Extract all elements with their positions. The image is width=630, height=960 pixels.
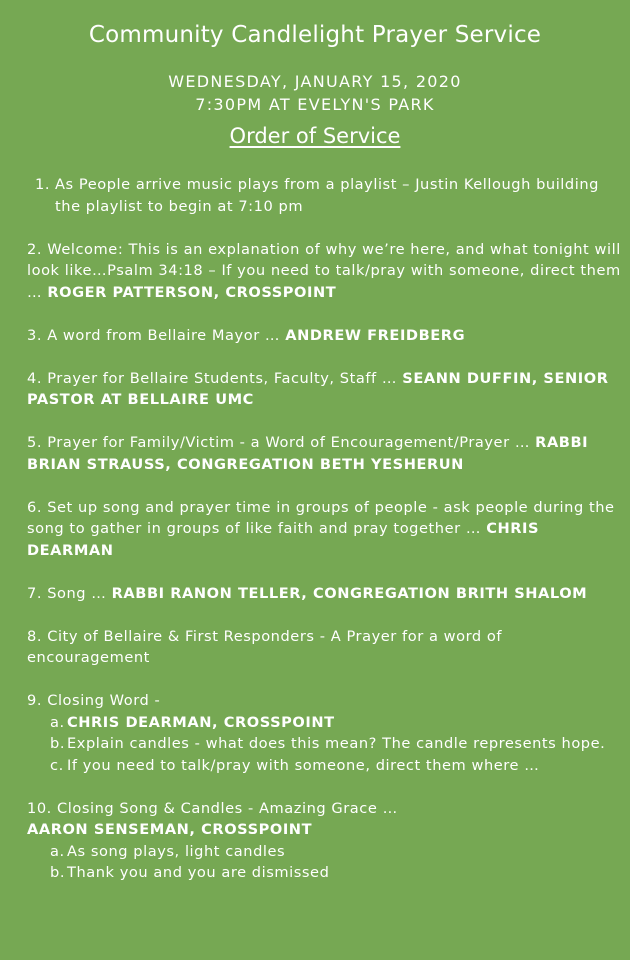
sub-item-b (27, 733, 623, 755)
sub-item-a (27, 841, 623, 863)
sub-item-letter: b. (50, 735, 66, 752)
item-text: As People arrive music plays from a playlist – Justin Kellough building the playlist to begin at 7:10 pm (55, 176, 599, 215)
item-speaker: RABBI RANON TELLER, CONGREGATION BRITH SHALOM (111, 584, 588, 602)
item-speaker: ANDREW FREIDBERG (285, 326, 466, 344)
sub-item-text: Thank you and you are dismissed (67, 864, 330, 881)
item-speaker: SEANN DUFFIN, SENIOR PASTOR AT BELLAIRE UMC (27, 369, 609, 408)
event-time-location: 7:30PM AT EVELYN'S PARK (195, 95, 435, 114)
item-text: 9. Closing Word - (27, 692, 161, 709)
item-number: 1. (35, 176, 51, 193)
list-item-7 (27, 583, 623, 605)
list-item-10 (27, 798, 623, 884)
item-text: 3. A word from Bellaire Mayor … (27, 326, 286, 344)
list-item-2 (27, 239, 623, 304)
list-item-5 (27, 432, 623, 475)
item-text: 2. Welcome: This is an explanation of why we’re here, and what tonight will look like…Psalm 34:18 – If you need to talk/pray with someone, direct them … (27, 240, 621, 301)
sub-item-letter: c. (50, 756, 64, 774)
item-speaker: CHRIS DEARMAN (27, 520, 540, 559)
item-text: 4. Prayer for Bellaire Students, Faculty, Staff … (27, 369, 403, 387)
list-item-8 (27, 626, 623, 669)
sub-item-a (27, 712, 623, 734)
sub-item-text: If you need to talk/pray with someone, direct them where … (67, 756, 540, 774)
list-item-1 (27, 174, 623, 217)
sub-item-letter: b. (50, 864, 66, 881)
list-item-4 (27, 368, 623, 411)
list-item-3 (27, 325, 623, 347)
sub-item-letter: a. (50, 842, 65, 860)
item-text: 7. Song … (27, 584, 112, 602)
sub-item-c (27, 755, 623, 777)
order-of-service-heading: Order of Service (229, 124, 401, 148)
sub-item-speaker: CHRIS DEARMAN, CROSSPOINT (67, 713, 335, 731)
item-text: 6. Set up song and prayer time in groups of people - ask people during the song to gather in groups of like faith and pray together … (27, 498, 615, 537)
sub-item-text: As song plays, light candles (67, 842, 286, 860)
item-speaker: RABBI BRIAN STRAUSS, CONGREGATION BETH YESHERUN (27, 434, 589, 473)
item-speaker: ROGER PATTERSON, CROSSPOINT (47, 283, 337, 301)
list-item-9 (27, 690, 623, 776)
item-text: 8. City of Bellaire & First Responders - A Prayer for a word of encouragement (27, 627, 503, 666)
item-speaker: AARON SENSEMAN, CROSSPOINT (27, 821, 313, 838)
sub-item-letter: a. (50, 713, 65, 731)
sub-item-text: Explain candles - what does this mean? The candle represents hope. (67, 735, 606, 752)
service-order-list (27, 174, 623, 905)
event-date: WEDNESDAY, JANUARY 15, 2020 (168, 72, 462, 91)
sub-item-b (27, 862, 623, 884)
list-item-6 (27, 497, 623, 562)
item-text: 5. Prayer for Family/Victim - a Word of Encouragement/Prayer … (27, 434, 536, 451)
item-text: 10. Closing Song & Candles - Amazing Grace … (27, 799, 398, 817)
page-title: Community Candlelight Prayer Service (88, 22, 542, 48)
